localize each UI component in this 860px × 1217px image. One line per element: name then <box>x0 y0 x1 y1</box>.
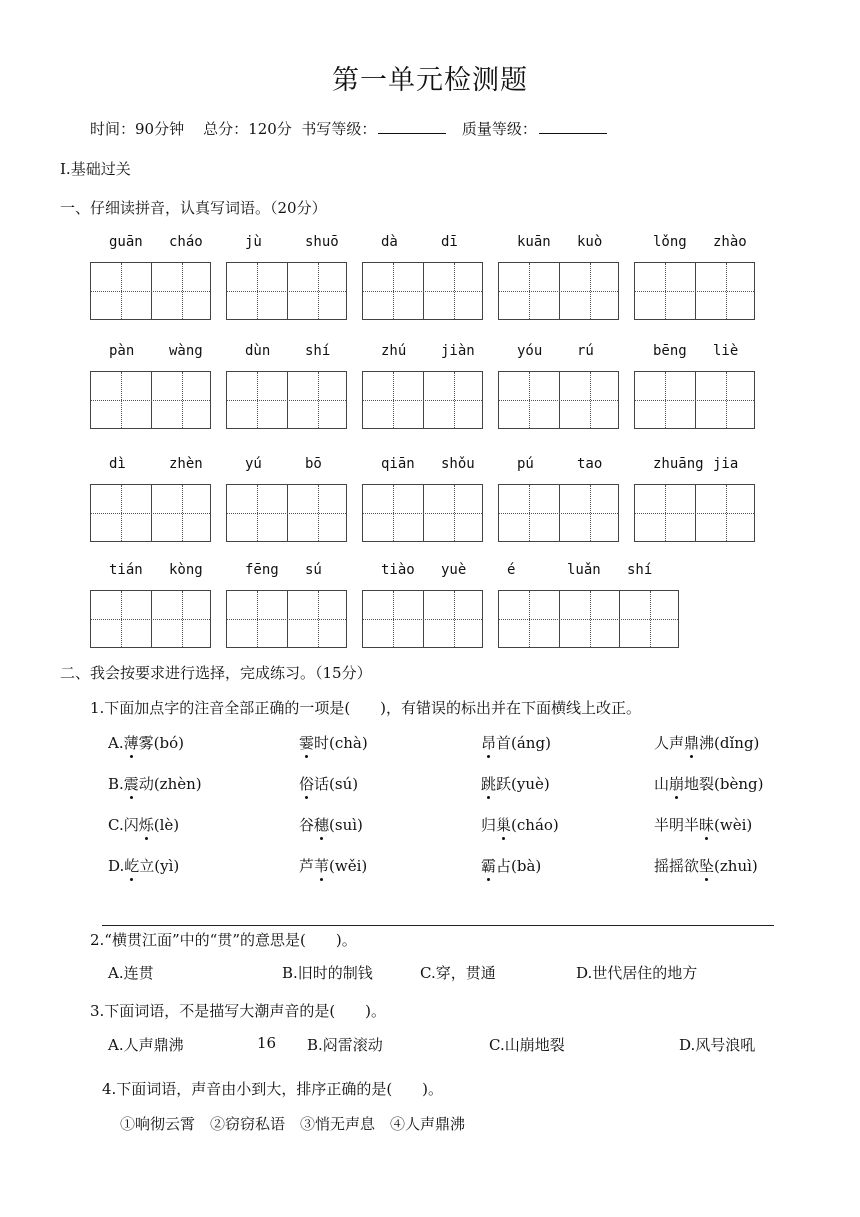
pinyin-syllable: dì <box>109 456 126 472</box>
option-text: 首(áng) <box>496 734 551 752</box>
pinyin-syllable: pú <box>517 456 534 472</box>
pinyin-syllable: shí <box>305 343 331 359</box>
pinyin-syllable: é <box>507 562 516 578</box>
pinyin-syllable: dī <box>441 234 458 250</box>
option-text: 占(bà) <box>496 857 542 875</box>
option-text: 动(zhèn) <box>138 775 202 793</box>
pinyin-syllable: pàn <box>109 343 135 359</box>
dotted-character: 穗 <box>314 816 330 834</box>
char-grid[interactable] <box>498 234 619 320</box>
option-text: (wěi) <box>329 857 368 875</box>
section2-heading: 二、我会按要求进行选择，完成练习。（15分） <box>60 664 372 682</box>
grid-guide-line <box>499 513 618 514</box>
pinyin-syllable: zhú <box>381 343 407 359</box>
q1-option-c-item <box>481 814 559 835</box>
char-grid[interactable] <box>362 343 483 429</box>
q1-option-d-item <box>299 855 367 876</box>
dotted-character: 俗 <box>299 775 315 793</box>
dotted-character: 霸 <box>481 857 497 875</box>
option-text: D. <box>108 857 125 875</box>
pinyin-syllable: wàng <box>169 343 203 359</box>
dotted-character: 坠 <box>699 857 715 875</box>
option-text: (lè) <box>153 816 180 834</box>
grid-guide-line <box>91 291 210 292</box>
dotted-character: 鼎 <box>684 734 700 752</box>
q1-option-a-item[interactable] <box>108 732 184 753</box>
q1-option-a-item <box>654 732 759 753</box>
pinyin-syllable: qiān <box>381 456 415 472</box>
option-text: (cháo) <box>511 816 559 834</box>
q1-option-d-item <box>481 855 541 876</box>
option-text: 山 <box>654 775 670 793</box>
pinyin-syllable: yú <box>245 456 262 472</box>
option-text: 话(sú) <box>314 775 359 793</box>
grid-guide-line <box>499 619 678 620</box>
char-grid[interactable] <box>634 234 755 320</box>
option-text: 归 <box>481 816 497 834</box>
pinyin-syllable: zhào <box>713 234 747 250</box>
writing-grade-blank[interactable] <box>378 119 446 134</box>
grid-guide-line <box>635 291 754 292</box>
dotted-character: 薄 <box>123 734 139 752</box>
grid-guide-line <box>91 400 210 401</box>
q3-option-d[interactable]: D.风号浪吼 <box>679 1036 756 1054</box>
q3-stray-number: 16 <box>257 1034 277 1052</box>
q1-option-a-item <box>481 732 551 753</box>
grid-guide-line <box>635 400 754 401</box>
option-text: 时(chà) <box>314 734 368 752</box>
char-grid[interactable] <box>498 343 619 429</box>
grid-guide-line <box>499 291 618 292</box>
dotted-character: 昧 <box>699 816 715 834</box>
part-heading: Ⅰ.基础过关 <box>60 160 131 178</box>
dotted-character: 跳 <box>481 775 497 793</box>
option-text: 沸(dǐng) <box>699 734 760 752</box>
grid-guide-line <box>227 291 346 292</box>
q4-items: ①响彻云霄 ②窃窃私语 ③悄无声息 ④人声鼎沸 <box>120 1115 466 1133</box>
quality-grade-label: 质量等级： <box>461 120 537 138</box>
option-text: (wèi) <box>714 816 753 834</box>
grid-guide-line <box>499 400 618 401</box>
pinyin-syllable: guān <box>109 234 143 250</box>
grid-guide-line <box>635 513 754 514</box>
option-text: A. <box>108 734 124 752</box>
pinyin-syllable: shuō <box>305 234 339 250</box>
pinyin-syllable: lǒng <box>653 234 687 250</box>
q1-stem: 1.下面加点字的注音全部正确的一项是( )，有错误的标出并在下面横线上改正。 <box>90 699 642 717</box>
grid-guide-line <box>91 619 210 620</box>
dotted-character: 震 <box>123 775 139 793</box>
total-label: 总分：120分 <box>203 120 292 138</box>
option-text: 芦 <box>299 857 315 875</box>
q1-option-b-item <box>299 773 358 794</box>
char-grid[interactable] <box>90 456 211 542</box>
option-text: 跃(yuè) <box>496 775 550 793</box>
dotted-character: 昂 <box>481 734 497 752</box>
dotted-character: 苇 <box>314 857 330 875</box>
q1-option-c-item <box>299 814 363 835</box>
q2-option-d[interactable]: D.世代居住的地方 <box>576 964 698 982</box>
char-grid[interactable] <box>226 343 347 429</box>
option-text: 地裂(bèng) <box>684 775 764 793</box>
grid-guide-line <box>363 291 482 292</box>
q2-option-c[interactable]: C.穿，贯通 <box>420 964 496 982</box>
pinyin-syllable: jù <box>245 234 262 250</box>
option-text: 雾(bó) <box>138 734 184 752</box>
q1-option-c-item[interactable] <box>108 814 179 835</box>
pinyin-syllable: cháo <box>169 234 203 250</box>
char-grid[interactable] <box>90 234 211 320</box>
char-grid[interactable] <box>90 562 211 648</box>
q2-option-a[interactable]: A.连贯 <box>108 964 154 982</box>
char-grid[interactable] <box>498 456 619 542</box>
dotted-character: 霎 <box>299 734 315 752</box>
char-grid[interactable] <box>226 456 347 542</box>
q1-option-b-item <box>481 773 550 794</box>
option-text: 半明半 <box>654 816 700 834</box>
grid-guide-line <box>363 513 482 514</box>
pinyin-syllable: sú <box>305 562 322 578</box>
pinyin-syllable: tao <box>577 456 603 472</box>
pinyin-syllable: tián <box>109 562 143 578</box>
pinyin-syllable: dà <box>381 234 398 250</box>
dotted-character: 巢 <box>496 816 512 834</box>
option-text: (suì) <box>329 816 363 834</box>
pinyin-syllable: yuè <box>441 562 467 578</box>
option-text: C.闪 <box>108 816 139 834</box>
pinyin-syllable: kuān <box>517 234 551 250</box>
pinyin-syllable: dùn <box>245 343 271 359</box>
q3-option-c[interactable]: C.山崩地裂 <box>489 1036 565 1054</box>
q1-option-b-item[interactable] <box>108 773 202 794</box>
option-text: (zhuì) <box>714 857 758 875</box>
q1-option-d-item[interactable] <box>108 855 179 876</box>
q1-option-a-item <box>299 732 368 753</box>
char-grid[interactable] <box>498 562 679 648</box>
pinyin-syllable: bēng <box>653 343 687 359</box>
grid-guide-line <box>227 619 346 620</box>
pinyin-syllable: kuò <box>577 234 603 250</box>
option-text: 谷 <box>299 816 315 834</box>
q4-stem: 4.下面词语，声音由小到大，排序正确的是( )。 <box>102 1080 444 1098</box>
pinyin-syllable: bō <box>305 456 322 472</box>
char-grid[interactable] <box>90 343 211 429</box>
dotted-character: 烁 <box>138 816 154 834</box>
pinyin-syllable: kòng <box>169 562 203 578</box>
pinyin-syllable: zhèn <box>169 456 203 472</box>
q2-stem: 2.“横贯江面”中的“贯”的意思是( )。 <box>90 931 357 949</box>
dotted-character: 屹 <box>124 857 140 875</box>
char-grid[interactable] <box>226 234 347 320</box>
q3-stem: 3.下面词语，不是描写大潮声音的是( )。 <box>90 1002 387 1020</box>
char-grid[interactable] <box>634 456 755 542</box>
q1-option-b-item <box>654 773 763 794</box>
option-text: 人声 <box>654 734 685 752</box>
writing-grade-label: 书写等级： <box>301 120 377 138</box>
pinyin-syllable: luǎn <box>567 562 601 578</box>
grid-guide-line <box>363 400 482 401</box>
pinyin-syllable: jia <box>713 456 739 472</box>
grid-guide-line <box>91 513 210 514</box>
answer-line[interactable] <box>102 925 774 926</box>
dotted-character: 崩 <box>669 775 685 793</box>
char-grid[interactable] <box>362 456 483 542</box>
pinyin-syllable: zhuāng <box>653 456 704 472</box>
pinyin-syllable: tiào <box>381 562 415 578</box>
q3-option-b[interactable]: B.闷雷滚动 <box>307 1036 383 1054</box>
time-label: 时间：90分钟 <box>90 120 185 138</box>
grid-guide-line <box>227 400 346 401</box>
pinyin-syllable: jiàn <box>441 343 475 359</box>
q1-option-c-item <box>654 814 752 835</box>
pinyin-syllable: shí <box>627 562 653 578</box>
option-text: B. <box>108 775 124 793</box>
pinyin-syllable: yóu <box>517 343 543 359</box>
pinyin-syllable: fēng <box>245 562 279 578</box>
char-grid[interactable] <box>362 234 483 320</box>
page-title: 第一单元检测题 <box>332 65 528 96</box>
q2-option-b[interactable]: B.旧时的制钱 <box>282 964 373 982</box>
grid-guide-line <box>227 513 346 514</box>
char-grid[interactable] <box>634 343 755 429</box>
q3-option-a[interactable]: A.人声鼎沸 <box>108 1036 184 1054</box>
option-text: 摇摇欲 <box>654 857 700 875</box>
pinyin-syllable: liè <box>713 343 739 359</box>
grid-guide-line <box>363 619 482 620</box>
char-grid[interactable] <box>226 562 347 648</box>
section1-heading: 一、仔细读拼音，认真写词语。（20分） <box>60 199 327 217</box>
char-grid[interactable] <box>362 562 483 648</box>
q1-option-d-item <box>654 855 758 876</box>
quality-grade-blank[interactable] <box>539 119 607 134</box>
option-text: 立(yì) <box>139 857 180 875</box>
pinyin-syllable: shǒu <box>441 456 475 472</box>
exam-info <box>90 118 613 139</box>
pinyin-syllable: rú <box>577 343 594 359</box>
